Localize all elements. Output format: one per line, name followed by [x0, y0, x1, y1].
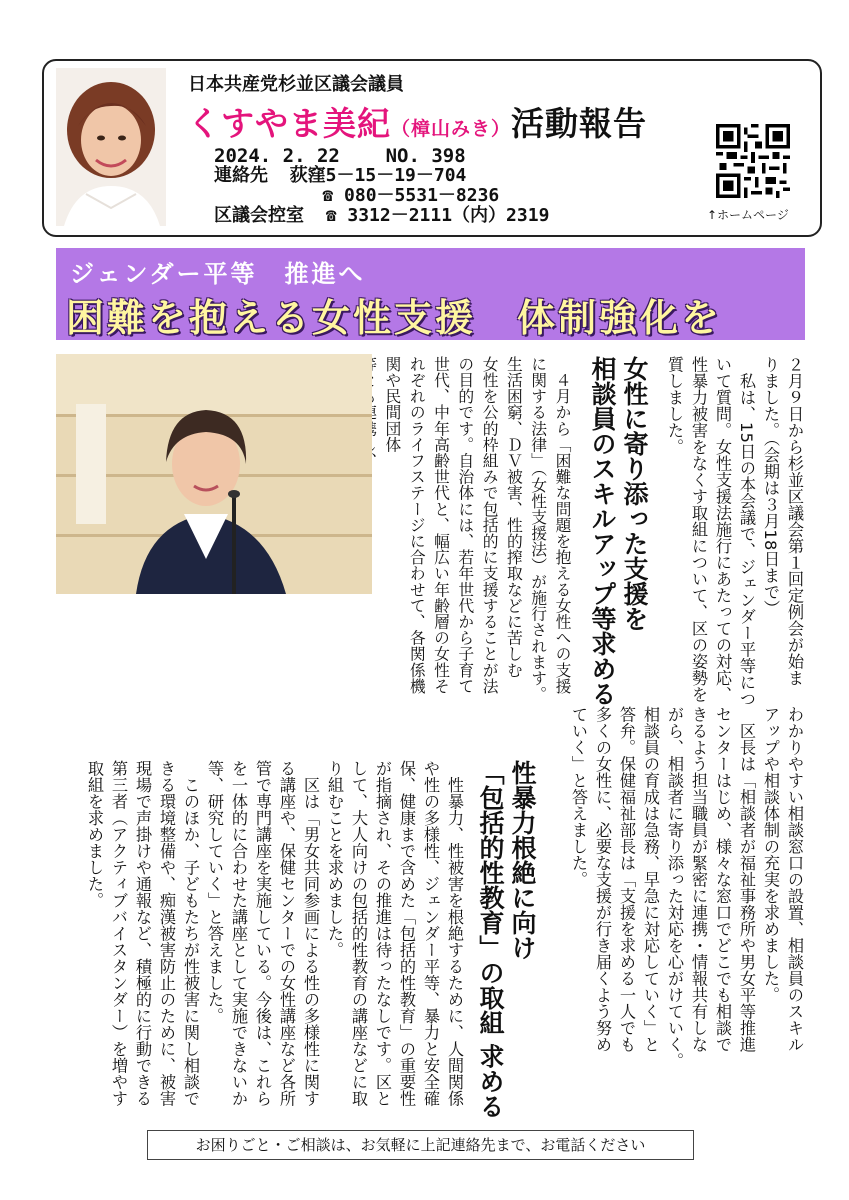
article-support-law: ４月から「困難な問題を抱える女性への支援 に関する法律」（女性支援法）が施行されます。 生活困窮、ＤＶ被害、性的搾取などに苦しむ 女性を公的枠組みで包括的に支援することが法 の目的です。自治体には、若年世代から子育て 世代、中年高齢世代と、幅広い年齢層の女性そ れぞれのライフステージに合わせて、各関係機 関や民間団体: [382, 356, 572, 703]
article-intro: ２月９日から杉並区議会第１回定例会が始ま りました。（会期は３月18日まで） 私は、15日の本会議で、ジェンダー平等につ いて質問。女性支援法施行にあたっての対応、 性暴力被害をなくす取組について、区の姿勢を 質しました。: [665, 356, 804, 708]
address: 荻窪5－15－19－704: [289, 165, 467, 186]
portrait-photo: [56, 68, 166, 226]
issue-date: 2024. 2. 22: [214, 145, 340, 167]
contact-block: [214, 166, 549, 226]
name-kana: （樟山みき）: [391, 118, 512, 140]
issue-number: NO. 398: [385, 145, 466, 167]
organization: 日本共産党杉並区議会議員: [188, 74, 404, 95]
heading-support: 女性に寄り添った支援を 相談員のスキルアップ等求める: [588, 356, 649, 706]
phone-number: ☎ 080－5531－8236: [322, 185, 500, 206]
report-label: 活動報告: [511, 104, 648, 143]
contact-label: 連絡先: [214, 165, 268, 186]
office-label: 区議会控室: [214, 205, 304, 226]
report-title: [187, 98, 647, 145]
heading-education: 性暴力根絶に向け 「包括的性教育」の取組 求める: [476, 760, 537, 1119]
homepage-label: ↑ホームページ: [707, 208, 789, 222]
speech-photo: [56, 354, 372, 594]
office-phone: ☎ 3312－2111（内）2319: [325, 205, 550, 226]
footer-note: お困りごと・ご相談は、お気軽に上記連絡先まで、お電話ください: [147, 1130, 694, 1160]
banner-subtitle: ジェンダー平等 推進へ: [70, 260, 366, 288]
qr-code-icon[interactable]: [716, 124, 790, 198]
councilor-name: くすやま美紀: [187, 104, 391, 143]
article-education: 性暴力、性被害を根絶するために、人間関係 や性の多様性、ジェンダー平等、暴力と安全確 保、健康まで含めた「包括的性教育」の重要性 が指摘され、その推進は待ったなしです。区と して、大人向けの包括的性教育の講座などに取 り組むことを求めました。 区は「男女共同参画による性の多様性に関す る講座や、保健センターでの女性講座など各所 管で専門講座を実施している。今後は、これら を一体的に合わせた講座として実施できないか 等、研究していく」と答えました。 このほか、子どもたちが性被害に関し相談で きる環境整備や、痴漢被害防止のために、被害 現場で声掛けや通報など、積極的に行動できる 第三者（アクティブバイスタンダー）を増やす 取組を求めました。: [85, 760, 464, 1107]
article-response: わかりやすい相談窓口の設置、相談員のスキル アップや相談体制の充実を求めました。 区長は「相談者が福祉事務所や男女平等推進 センターはじめ、様々な窓口でどこでも相談で きるよう担当職員が緊密に連携・情報共有しな がら、相談者に寄り添った対応を心がけていく。 相談員の育成は急務、早急に対応していく」と 答弁。保健福祉部長は「支援を求める一人でも 多くの女性に、必要な支援が行き届くよう努め ていく」と答えました。: [569, 706, 804, 1069]
banner-title: 困難を抱える女性支援 体制強化を: [66, 296, 723, 340]
issue-line: [214, 145, 466, 167]
